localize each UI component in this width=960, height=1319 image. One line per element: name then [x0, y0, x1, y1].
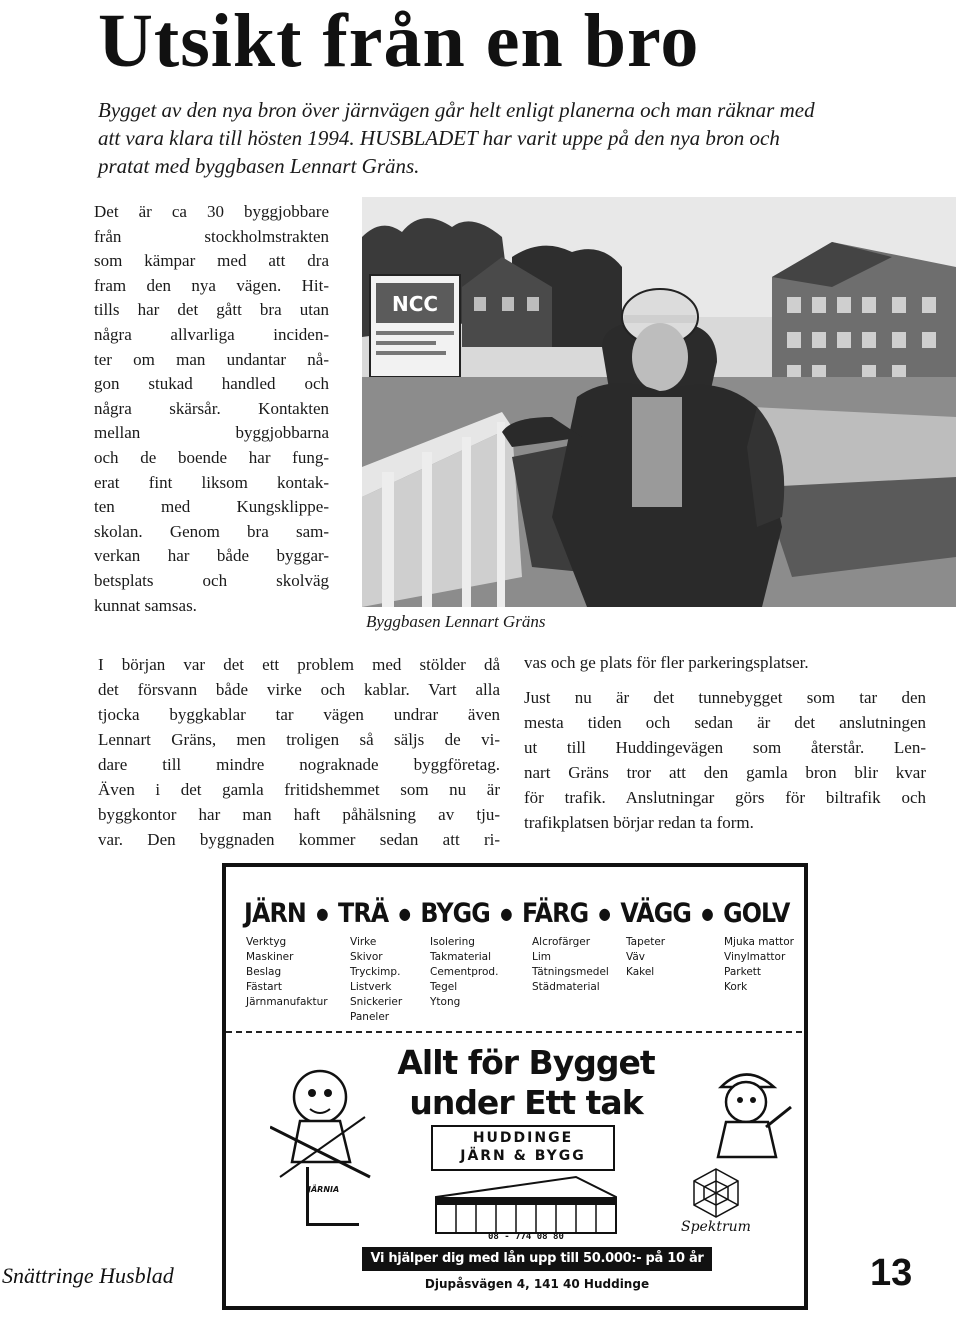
ad-list-farg — [532, 935, 609, 995]
ad-list-item: Isolering — [430, 936, 475, 948]
text-line: det försvann både virke och kablar. Vart alla — [98, 680, 500, 699]
article-column-left — [94, 200, 329, 618]
text-line: några skärsår. Kontakten — [94, 398, 329, 418]
article-ingress — [98, 96, 958, 180]
text-line: gon stukad handled och — [94, 374, 329, 394]
text-line: Just nu är det tunnebygget som tar den — [524, 688, 926, 707]
ad-list-item: Tapeter — [626, 936, 666, 948]
footer-magazine-name: Snättringe Husblad — [2, 1263, 174, 1288]
bullet-icon: ● — [316, 903, 328, 923]
ad-list-item: Mjuka mattor — [724, 936, 794, 948]
text-line: var. Den byggnaden kommer sedan att ri- — [98, 830, 500, 849]
ad-list-item: Paneler — [350, 1011, 390, 1023]
cartoon-worker-right-icon — [696, 1057, 796, 1167]
ad-store-line: HUDDINGE — [472, 1130, 574, 1146]
text-line: trafikplatsen börjar redan ta form. — [524, 813, 754, 832]
ad-store-line: JÄRN & BYGG — [460, 1148, 586, 1164]
bullet-icon: ● — [598, 903, 610, 923]
ad-list-item: Tätningsmedel — [532, 966, 609, 978]
page-number: 13 — [870, 1252, 913, 1294]
photo-caption: Byggbasen Lennart Gräns — [366, 612, 546, 631]
ad-list-item: Ytong — [430, 996, 461, 1008]
text-line: Det är ca 30 byggjobbare — [94, 202, 329, 221]
ad-list-item: Kakel — [626, 966, 655, 978]
text-line: dare till mindre nograknade byggföretag. — [98, 755, 500, 774]
ad-phone: 08 - 774 08 80 — [488, 1232, 564, 1242]
ad-list-item: Vinylmattor — [724, 951, 786, 963]
advertisement — [222, 863, 808, 1310]
text-line: byggkontor har man haft påhälsning av tju- — [98, 805, 500, 824]
ad-list-item: Verktyg — [246, 936, 287, 948]
ad-list-item: Skivor — [350, 951, 383, 963]
text-line: Även i det gamla fritidshemmet som nu är — [98, 780, 500, 799]
ad-list-tra — [350, 935, 402, 1025]
article-title: Utsikt från en bro — [98, 0, 700, 83]
article-column-middle — [98, 652, 500, 852]
ad-list-item: Städmaterial — [532, 981, 600, 993]
ad-list-item: Cementprod. — [430, 966, 499, 978]
ingress-line: att vara klara till hösten 1994. HUSBLADET har varit uppe på den nya bron och — [98, 126, 780, 150]
photo-sign-text: NCC — [391, 292, 439, 316]
text-line: några allvarliga inciden- — [94, 324, 329, 344]
store-building-icon — [426, 1167, 626, 1237]
text-line: ten med Kungsklippe- — [94, 497, 329, 517]
text-line: tills har det gått bra utan — [94, 300, 329, 320]
ad-heading-word: VÄGG — [620, 897, 691, 929]
ad-slogan-line: Allt för Bygget — [397, 1043, 655, 1082]
ad-list-item: Takmaterial — [430, 951, 492, 963]
text-line: från stockholmstrakten — [94, 226, 329, 246]
bullet-icon: ● — [398, 903, 411, 923]
text-line: tjocka byggkablar tar vägen undrar även — [98, 705, 500, 724]
ad-heading-word: TRÄ — [338, 897, 389, 929]
ad-address: Djupåsvägen 4, 141 40 Huddinge — [424, 1277, 650, 1291]
ad-list-item: Lim — [532, 951, 551, 963]
bullet-icon: ● — [500, 903, 512, 923]
ad-store-name — [431, 1125, 615, 1171]
construction-photo — [362, 197, 956, 607]
text-line: vas och ge plats för fler parkeringsplatser. — [524, 653, 809, 672]
ad-heading — [244, 895, 790, 931]
text-line: nart Gräns tror att den gamla bron blir kvar — [524, 763, 926, 782]
ad-list-item: Maskiner — [246, 951, 294, 963]
ingress-line: Bygget av den nya bron över järnvägen går helt enligt planerna och man räknar med — [98, 98, 815, 122]
ad-slogan — [376, 1043, 676, 1123]
text-line: kunnat samsas. — [94, 595, 197, 615]
ad-list-item: Virke — [350, 936, 377, 948]
text-line: mellan byggjobbarna — [94, 423, 329, 443]
ad-list-item: Tryckimp. — [350, 966, 401, 978]
ad-heading-word: BYGG — [420, 897, 490, 929]
text-line: Lennart Gräns, men troligen så säljs de vi- — [98, 730, 500, 749]
text-line: verkan har både byggar- — [94, 546, 329, 566]
ad-list-golv — [724, 935, 794, 995]
spektrum-logo-text: Spektrum — [681, 1219, 751, 1235]
ad-heading-word: GOLV — [723, 897, 790, 929]
ad-list-item: Parkett — [724, 966, 762, 978]
text-line: och de boende har fung- — [94, 447, 329, 467]
ad-slogan-line: under Ett tak — [409, 1083, 643, 1122]
ad-list-item: Kork — [724, 981, 748, 993]
ad-list-item: Snickerier — [350, 996, 403, 1008]
ad-heading-word: FÄRG — [522, 897, 589, 929]
text-line: fram den nya vägen. Hit- — [94, 275, 329, 295]
bullet-icon: ● — [701, 903, 713, 923]
ad-offer-banner: Vi hjälper dig med lån upp till 50.000:- på 10 år — [362, 1247, 712, 1271]
text-line: för trafik. Anslutningar görs för biltrafik och — [524, 788, 926, 807]
ad-list-item: Fästart — [246, 981, 282, 993]
jarnia-logo-icon — [306, 1167, 359, 1226]
article-photo — [362, 197, 956, 607]
text-line: ter om man undantar nå- — [94, 349, 329, 369]
ad-list-item: Väv — [626, 951, 646, 963]
text-line: mesta tiden och sedan är det anslutningen — [524, 713, 926, 732]
ad-list-item: Alcrofärger — [532, 936, 591, 948]
ad-list-bygg — [430, 935, 498, 1010]
ad-list-vagg — [626, 935, 665, 980]
ad-list-item: Järnmanufaktur — [246, 996, 328, 1008]
text-line: ut till Huddingevägen som återstår. Len- — [524, 738, 926, 757]
ad-divider — [226, 1031, 808, 1033]
ad-heading-word: JÄRN — [244, 897, 306, 929]
text-line: I början var det ett problem med stölder då — [98, 655, 500, 674]
ad-list-jarn — [246, 935, 328, 1010]
text-line: erat fint liksom kontak- — [94, 472, 329, 492]
ad-list-item: Listverk — [350, 981, 392, 993]
article-column-right — [524, 650, 926, 835]
ad-list-item: Beslag — [246, 966, 282, 978]
jarnia-logo-text: JÄRNIA — [308, 1185, 340, 1194]
ingress-line: pratat med byggbasen Lennart Gräns. — [98, 154, 420, 178]
spektrum-logo-icon — [686, 1167, 746, 1222]
ad-product-lists — [246, 935, 806, 1027]
text-line: betsplats och skolväg — [94, 570, 329, 590]
ad-list-item: Tegel — [430, 981, 458, 993]
text-line: skolan. Genom bra sam- — [94, 521, 329, 541]
text-line: som kämpar med att dra — [94, 251, 329, 271]
